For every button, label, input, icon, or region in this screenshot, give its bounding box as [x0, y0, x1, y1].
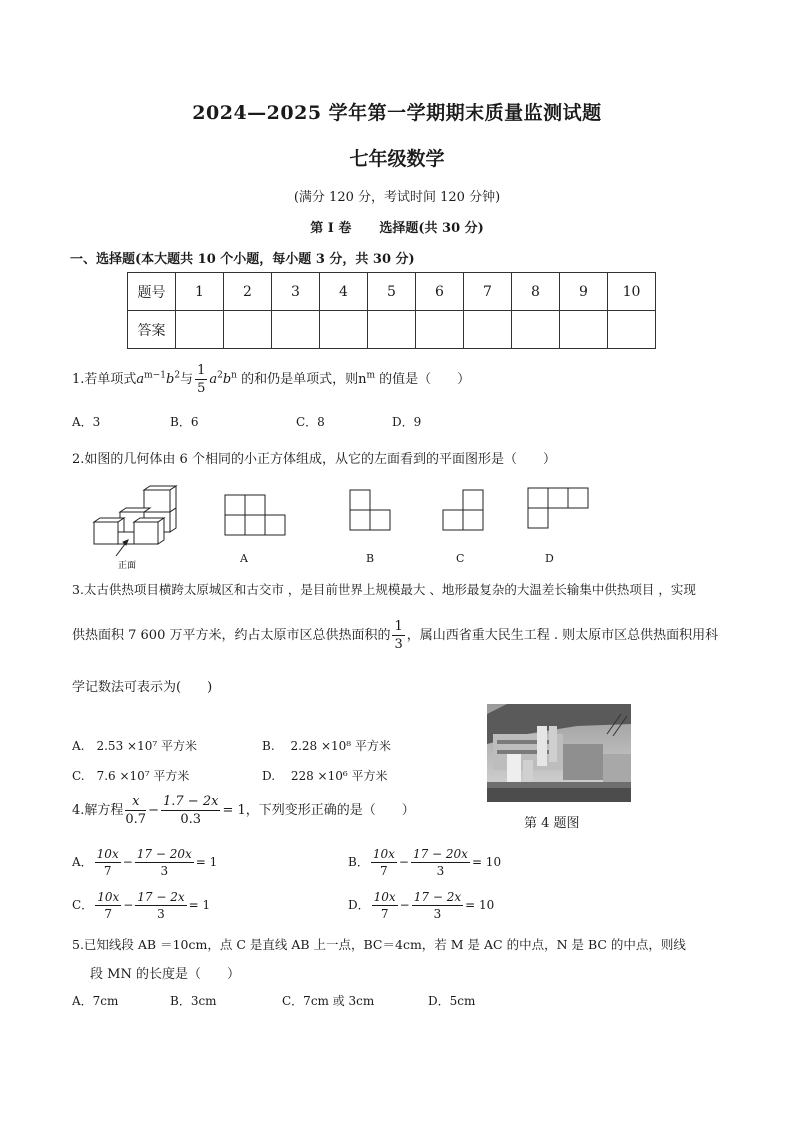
question-5-line2: 段 MN 的长度是（ ） — [90, 967, 240, 982]
question-5-line1: 5.已知线段 AB ＝10cm，点 C 是直线 AB 上一点，BC＝4cm，若 M 是 AC 的中点，N 是 BC 的中点，则线 — [72, 937, 686, 952]
option-d-figure — [528, 488, 588, 528]
answer-cell[interactable] — [176, 311, 224, 349]
building-photo — [487, 704, 631, 802]
exam-title: 2024—2025 学年第一学期期末质量监测试题 — [192, 102, 602, 124]
q1-option-a[interactable]: A．3 — [72, 415, 101, 429]
number-cell: 4 — [320, 273, 368, 311]
q4-option-b[interactable]: B． $\frac{10x}{7}$ − $\frac{17 - 20x}{3}$ = 10 — [348, 847, 502, 878]
q2-option-c[interactable]: C — [456, 552, 465, 565]
number-cell: 8 — [512, 273, 560, 311]
number-cell: 3 — [272, 273, 320, 311]
q1-option-c[interactable]: C．8 — [296, 415, 325, 429]
number-cell: 1 — [176, 273, 224, 311]
question-3-line2: 供热面积 7 600 万平方米，约占太原市区总供热面积的 $\frac{1}{3}$ ，属山西省重大民生工程 . 则太原市区总供热面积用科 — [72, 619, 719, 652]
section-volume: 第 I 卷 — [310, 221, 352, 236]
q5-option-b[interactable]: B．3cm — [170, 994, 217, 1008]
q5-option-d[interactable]: D．5cm — [428, 994, 476, 1008]
answer-cell[interactable] — [272, 311, 320, 349]
number-cell: 10 — [608, 273, 656, 311]
question-1-text: 1.若单项式$a^{m-1}b^2$与 $\frac{1}{5}$ $a^2b^n$ 的和仍是单项式，则$n^m$ 的值是（ ） — [72, 363, 471, 396]
q2-option-b[interactable]: B — [366, 552, 375, 565]
q2-figures — [80, 484, 600, 574]
option-b-figure — [350, 490, 390, 530]
question-3-line1: 3.太古供热项目横跨太原城区和古交市 ，是目前世界上规模最大 、地形最复杂的大温差长输集中供热项目 ，实现 — [72, 582, 696, 597]
q4-option-a[interactable]: A． $\frac{10x}{7}$ − $\frac{17 - 20x}{3}$ = 1 — [72, 847, 218, 878]
q4-option-c[interactable]: C． $\frac{10x}{7}$ − $\frac{17 - 2x}{3}$ = 1 — [72, 890, 211, 921]
answer-cell[interactable] — [512, 311, 560, 349]
q3-option-b[interactable]: B. 2.28 ×10⁸ 平方米 — [262, 739, 391, 753]
answer-table-answer-row — [128, 311, 656, 349]
question-3-line3: 学记数法可表示为( ) — [72, 680, 213, 695]
answer-table-number-row — [128, 273, 656, 311]
q4-option-d[interactable]: D． $\frac{10x}{7}$ − $\frac{17 - 2x}{3}$ = 10 — [348, 890, 495, 921]
number-cell: 9 — [560, 273, 608, 311]
q2-option-d[interactable]: D — [545, 552, 554, 565]
q2-option-a[interactable]: A — [240, 552, 248, 565]
q1-option-d[interactable]: D．9 — [392, 415, 422, 429]
row-head-answer: 答案 — [128, 311, 176, 349]
part1-heading: 一、选择题(本大题共 10 个小题，每小题 3 分，共 30 分) — [70, 252, 415, 267]
answer-cell[interactable] — [608, 311, 656, 349]
question-4-text: 4.解方程 $\frac{x}{0.7}$ − $\frac{1.7 - 2x}{0.3}$ = 1，下列变形正确的是（ ） — [72, 794, 415, 827]
figure-caption: 第 4 题图 — [524, 816, 580, 831]
number-cell: 7 — [464, 273, 512, 311]
section-heading — [0, 217, 794, 236]
answer-cell[interactable] — [224, 311, 272, 349]
front-label: 正面 — [118, 561, 137, 571]
number-cell: 6 — [416, 273, 464, 311]
q3-option-a[interactable]: A. 2.53 ×10⁷ 平方米 — [72, 739, 197, 753]
row-head-number: 题号 — [128, 273, 176, 311]
answer-cell[interactable] — [464, 311, 512, 349]
answer-cell[interactable] — [320, 311, 368, 349]
answer-cell[interactable] — [416, 311, 464, 349]
exam-meta: (满分 120 分，考试时间 120 分钟) — [293, 190, 501, 205]
fraction: $\frac{1}{5}$ — [197, 363, 206, 396]
q3-option-d[interactable]: D. 228 ×10⁶ 平方米 — [262, 769, 388, 783]
answer-cell[interactable] — [368, 311, 416, 349]
q3-option-c[interactable]: C. 7.6 ×10⁷ 平方米 — [72, 769, 190, 783]
question-2-text: 2.如图的几何体由 6 个相同的小正方体组成，从它的左面看到的平面图形是（ ） — [72, 452, 556, 467]
answer-table — [127, 272, 656, 349]
section-name: 选择题(共 30 分) — [379, 221, 484, 236]
fraction: $\frac{1.7 - 2x}{0.3}$ — [163, 794, 219, 827]
q5-option-c[interactable]: C．7cm 或 3cm — [282, 994, 375, 1008]
number-cell: 2 — [224, 273, 272, 311]
fraction: $\frac{x}{0.7}$ — [125, 794, 147, 827]
answer-cell[interactable] — [560, 311, 608, 349]
exam-subtitle: 七年级数学 — [349, 148, 445, 170]
fraction: $\frac{1}{3}$ — [394, 619, 403, 652]
q5-option-a[interactable]: A．7cm — [72, 994, 119, 1008]
solid-figure — [94, 486, 176, 544]
option-a-figure — [225, 495, 285, 535]
q1-option-b[interactable]: B．6 — [170, 415, 199, 429]
number-cell: 5 — [368, 273, 416, 311]
option-c-figure — [443, 490, 483, 530]
